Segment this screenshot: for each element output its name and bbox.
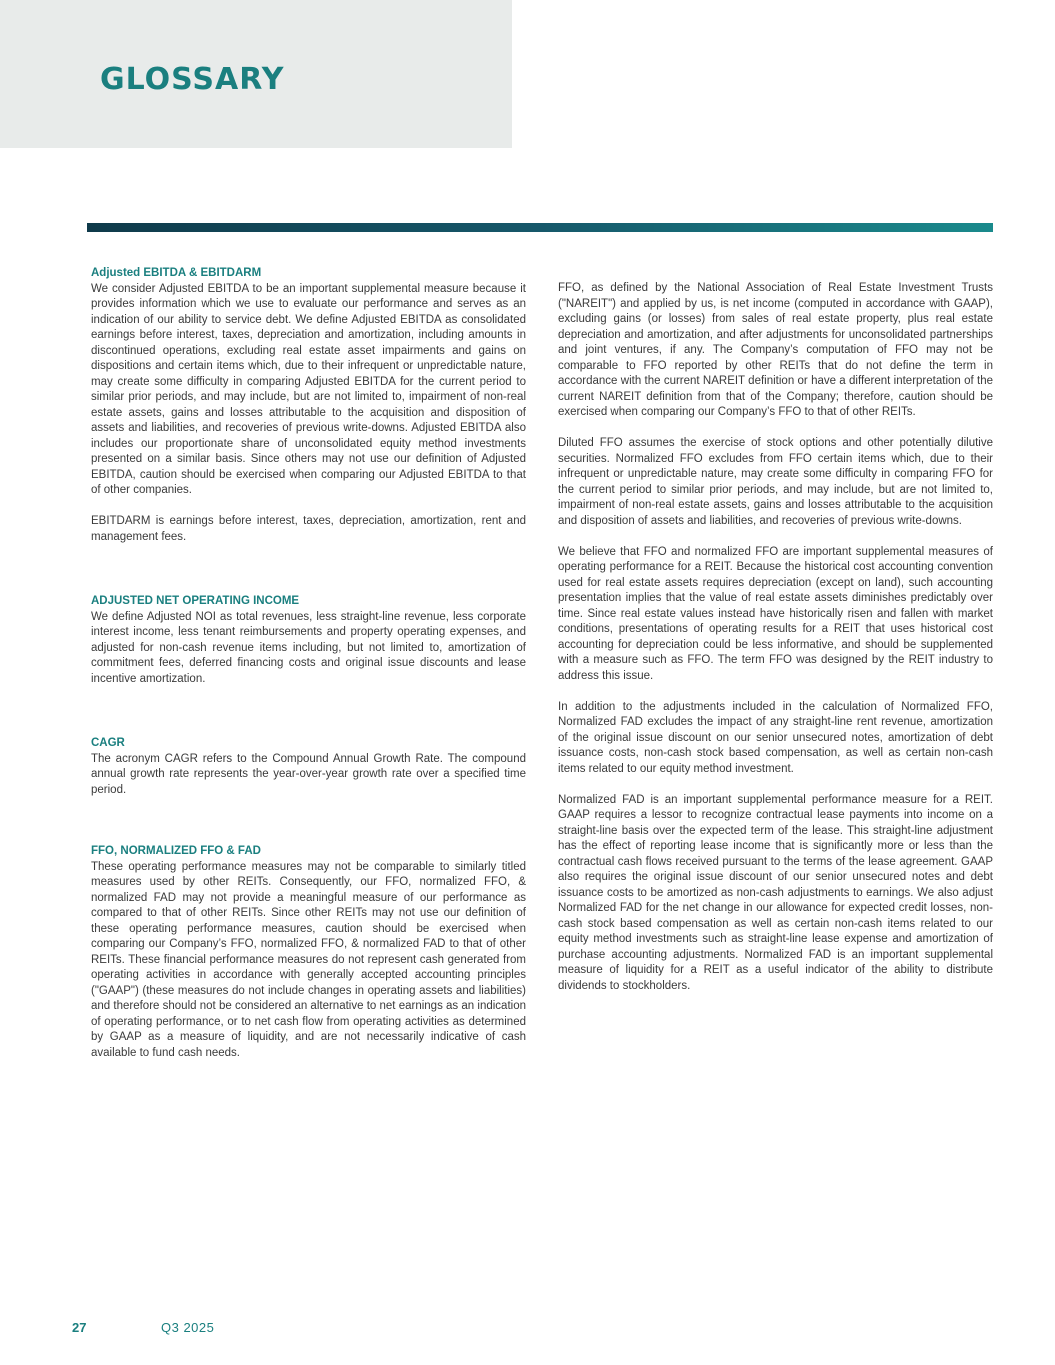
heading-cagr: CAGR — [91, 737, 125, 749]
report-period: Q3 2025 — [161, 1320, 215, 1335]
section-ffo — [91, 844, 526, 1061]
page-number: 27 — [72, 1320, 87, 1335]
paragraph-normalized-fad-adjustments: In addition to the adjustments included in the calculation of Normalized FFO, Normalized FAD excludes the impact of any straight-line rent revenue, amortization of the original issue discount on our senior unsecured notes, amortization of debt issuance costs, non-cash stock based compensation, as well as certain non-cash items related to our equity method investment. — [558, 700, 993, 775]
heading-adjusted-noi: ADJUSTED NET OPERATING INCOME — [91, 595, 300, 607]
heading-adjusted-ebitda: Adjusted EBITDA & EBITDARM — [91, 267, 262, 279]
section-cagr — [91, 736, 526, 798]
section-adjusted-ebitda — [91, 266, 526, 545]
section-divider — [87, 223, 993, 232]
paragraph-normalized-fad-importance: Normalized FAD is an important supplemental performance measure for a REIT. GAAP requires a lessor to recognize contractual lease payments into income on a straight-line basis over the expected term of the lease. This straight-line adjustment has the effect of reporting lease income that is significantly more or less than the contractual cash flows received pursuant to the terms of the lease agreement. GAAP also requires the original issue discount of our senior unsecured notes and debt issuance costs to be amortized as non-cash adjustments to earnings. We also adjust Normalized FAD for the net change in our allowance for expected credit losses, non-cash stock based compensation as well as certain non-cash items related to our equity method investments such as straight-line lease expense and amortization of purchase accounting adjustments. Normalized FAD is an important supplemental measure of liquidity for a REIT as a useful indicator of the ability to distribute dividends to stockholders. — [558, 793, 993, 992]
paragraph-ebitdarm: EBITDARM is earnings before interest, taxes, depreciation, amortization, rent and management fees. — [91, 515, 526, 543]
heading-ffo: FFO, NORMALIZED FFO & FAD — [91, 845, 261, 857]
paragraph-ffo: These operating performance measures may not be comparable to similarly titled measures used by other REITs. Consequently, our FFO, normalized FFO, & normalized FAD may not provide a meaningful measure of our performance as compared to that of other REITs. Since other REITs may not use our definition of these operating performance measures, caution should be exercised when comparing our Company’s FFO, normalized FFO, & normalized FAD to that of other REITs. These financial performance measures do not represent cash generated from operating activities in accordance with generally accepted accounting principles ("GAAP") (these measures do not include changes in operating assets and liabilities) and therefore should not be considered an alternative to net earnings as an indication of operating performance, or to net cash flow from operating activities as determined by GAAP as a measure of liquidity, and are not necessarily indicative of cash available to fund cash needs. — [91, 860, 526, 1059]
right-column — [558, 281, 993, 994]
paragraph-adjusted-ebitda: We consider Adjusted EBITDA to be an important supplemental measure because it provides information which we use to evaluate our performance and serves as an indication of our ability to service debt. We define Adjusted EBITDA as consolidated earnings before interest, taxes, depreciation and amortization, including amounts in discontinued operations, excluding real estate asset impairments and gains on dispositions and certain items which, due to their infrequent or unpredictable nature, may create some difficulty in comparing Adjusted EBITDA for the current period to similar prior periods, and may include, but are not limited to, impairment of non-real estate assets, gains and losses attributable to the acquisition and disposition of assets and liabilities, and recoveries of previous write-downs. Adjusted EBITDA also includes our proportionate share of unconsolidated equity method investments presented on a similar basis. Since others may not use our definition of Adjusted EBITDA, caution should be exercised when comparing our Adjusted EBITDA to that of other companies. — [91, 282, 526, 496]
paragraph-ffo-importance: We believe that FFO and normalized FFO are important supplemental measures of operating performance for a REIT. Because the historical cost accounting convention used for real estate assets requires depreciation (except on land), such accounting presentation implies that the value of real estate assets diminishes predictably over time. Since real estate values instead have historically risen and fallen with market conditions, presentations of operating results for a REIT that uses historical cost accounting for depreciation could be less informative, and should be supplemented with a measure such as FFO. The term FFO was designed by the REIT industry to address this issue. — [558, 545, 993, 682]
paragraph-adjusted-noi: We define Adjusted NOI as total revenues, less straight-line revenue, less corporate interest income, less tenant reimbursements and property operating expenses, and adjusted for non-cash revenue items including, but not limited to, amortization of commitment fees, deferred financing costs and original issue discounts and lease incentive amortization. — [91, 610, 526, 685]
paragraph-ffo-definition: FFO, as defined by the National Association of Real Estate Investment Trusts ("NAREIT") and applied by us, is net income (computed in accordance with GAAP), excluding gains (or losses) from sales of real estate property, plus real estate depreciation and amortization, and after adjustments for unconsolidated partnerships and joint ventures, if any. The Company’s computation of FFO may not be comparable to FFO reported by other REITs that do not define the term in accordance with the current NAREIT definition or have a different interpretation of the current NAREIT definition from that of the Company; therefore, caution should be exercised when comparing our Company’s FFO to that of other REITs. — [558, 282, 993, 418]
left-column — [91, 266, 526, 1061]
section-adjusted-noi — [91, 594, 526, 687]
page-title: GLOSSARY — [100, 62, 285, 97]
paragraph-diluted-ffo: Diluted FFO assumes the exercise of stock options and other potentially dilutive securities. Normalized FFO excludes from FFO certain items which, due to their infrequent or unpredictable nature, may create some difficulty in comparing FFO for the current period to similar prior periods, and may include, but are not limited to, impairment of non-real estate assets, gains and losses attributable to the acquisition and disposition of assets and liabilities, and recoveries of previous write-downs. — [558, 437, 993, 527]
paragraph-cagr: The acronym CAGR refers to the Compound Annual Growth Rate. The compound annual growth rate represents the year-over-year growth rate over a specified time period. — [91, 752, 526, 796]
